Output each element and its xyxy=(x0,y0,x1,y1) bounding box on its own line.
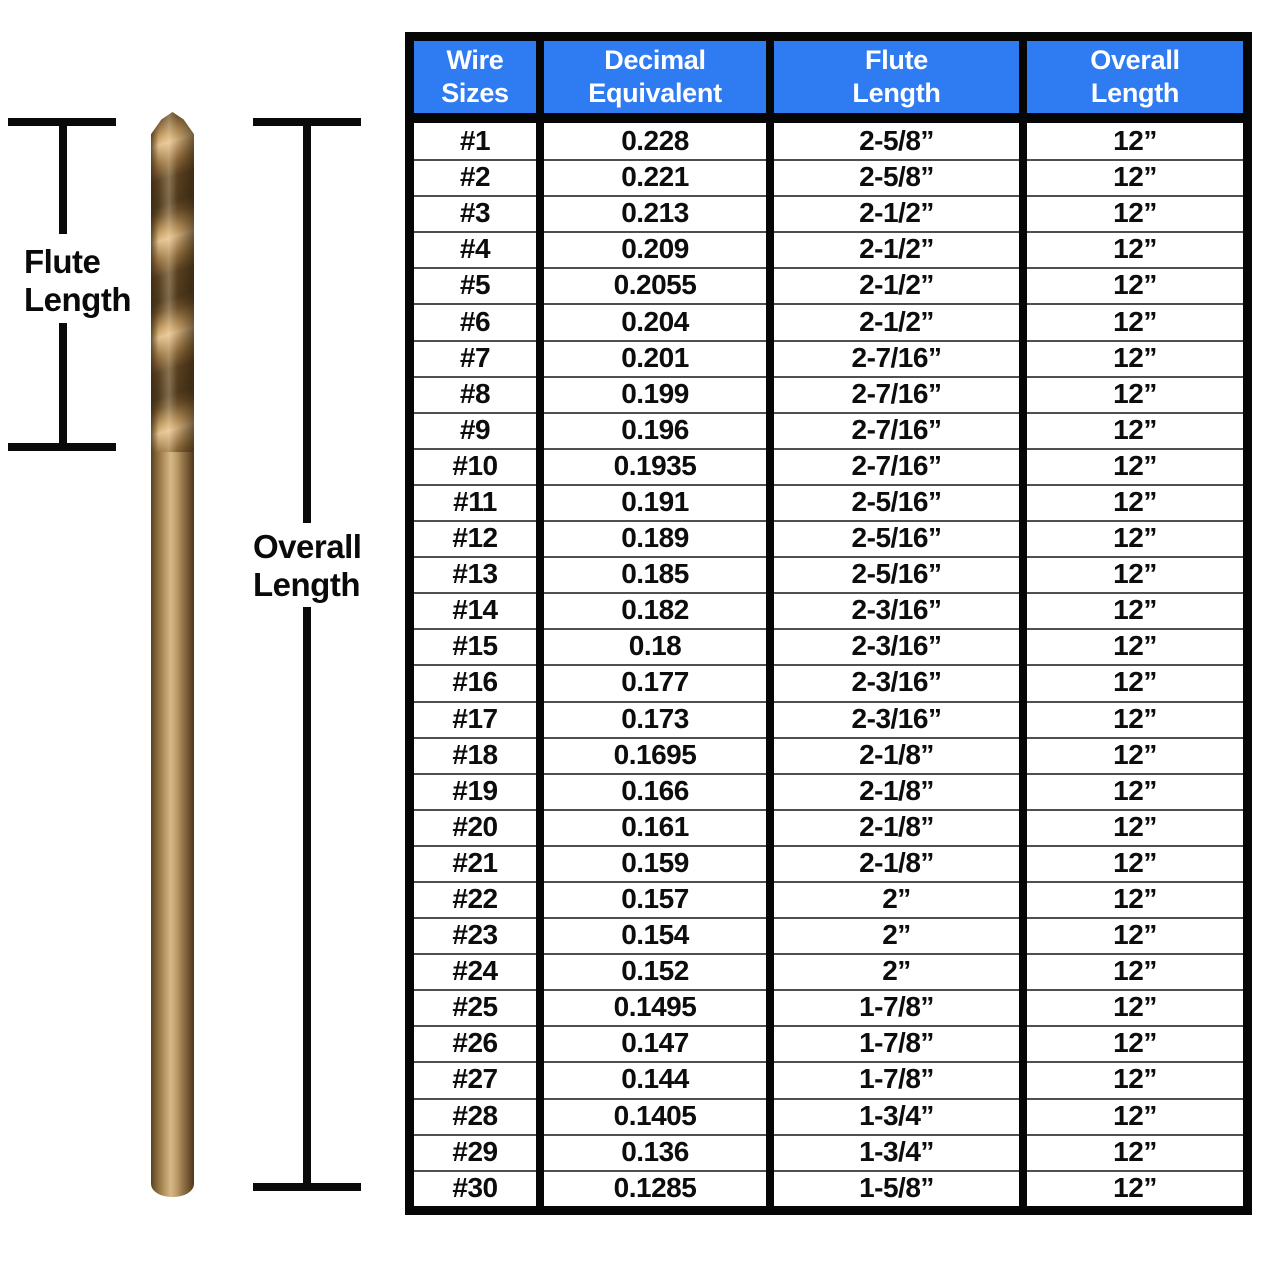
table-row xyxy=(414,809,1243,845)
cell-flute-length: 2-3/16” xyxy=(774,628,1019,664)
cell-flute-length: 1-3/4” xyxy=(774,1098,1019,1134)
drill-bit-shank xyxy=(151,452,194,1197)
cell-decimal-equivalent: 0.144 xyxy=(544,1061,766,1097)
cell-overall-length: 12” xyxy=(1027,1061,1243,1097)
cell-decimal-equivalent: 0.152 xyxy=(544,953,766,989)
cell-flute-length: 2-3/16” xyxy=(774,664,1019,700)
cell-flute-length: 2-7/16” xyxy=(774,412,1019,448)
cell-flute-length: 2” xyxy=(774,953,1019,989)
cell-overall-length: 12” xyxy=(1027,845,1243,881)
cell-flute-length: 1-3/4” xyxy=(774,1134,1019,1170)
cell-overall-length: 12” xyxy=(1027,412,1243,448)
cell-wire-size: #15 xyxy=(414,628,536,664)
cell-wire-size: #6 xyxy=(414,303,536,339)
table-row xyxy=(414,881,1243,917)
cell-wire-size: #17 xyxy=(414,701,536,737)
cell-overall-length: 12” xyxy=(1027,123,1243,159)
cell-wire-size: #7 xyxy=(414,340,536,376)
drill-bit-flutes xyxy=(151,112,194,454)
cell-overall-length: 12” xyxy=(1027,773,1243,809)
cell-overall-length: 12” xyxy=(1027,737,1243,773)
table-row xyxy=(414,917,1243,953)
cell-overall-length: 12” xyxy=(1027,195,1243,231)
cell-overall-length: 12” xyxy=(1027,1098,1243,1134)
overall-dim-bottom-cap xyxy=(253,1183,361,1191)
cell-wire-size: #11 xyxy=(414,484,536,520)
cell-wire-size: #8 xyxy=(414,376,536,412)
cell-decimal-equivalent: 0.2055 xyxy=(544,267,766,303)
cell-wire-size: #24 xyxy=(414,953,536,989)
cell-flute-length: 2-1/8” xyxy=(774,809,1019,845)
cell-wire-size: #26 xyxy=(414,1025,536,1061)
cell-wire-size: #5 xyxy=(414,267,536,303)
cell-flute-length: 2-7/16” xyxy=(774,340,1019,376)
cell-decimal-equivalent: 0.204 xyxy=(544,303,766,339)
cell-wire-size: #16 xyxy=(414,664,536,700)
cell-overall-length: 12” xyxy=(1027,340,1243,376)
table-row xyxy=(414,701,1243,737)
cell-flute-length: 1-5/8” xyxy=(774,1170,1019,1206)
table-row xyxy=(414,303,1243,339)
cell-wire-size: #4 xyxy=(414,231,536,267)
cell-flute-length: 2-5/8” xyxy=(774,123,1019,159)
cell-flute-length: 2-5/16” xyxy=(774,484,1019,520)
overall-length-label-line2: Length xyxy=(253,566,360,603)
cell-wire-size: #29 xyxy=(414,1134,536,1170)
table-row xyxy=(414,628,1243,664)
cell-wire-size: #28 xyxy=(414,1098,536,1134)
cell-overall-length: 12” xyxy=(1027,231,1243,267)
cell-decimal-equivalent: 0.228 xyxy=(544,123,766,159)
header-line: Decimal xyxy=(604,45,706,75)
cell-overall-length: 12” xyxy=(1027,1170,1243,1206)
cell-decimal-equivalent: 0.177 xyxy=(544,664,766,700)
cell-wire-size: #20 xyxy=(414,809,536,845)
header-line: Flute xyxy=(865,45,928,75)
flute-length-label-line1: Flute xyxy=(24,243,101,280)
cell-decimal-equivalent: 0.201 xyxy=(544,340,766,376)
header-line: Overall xyxy=(1090,45,1180,75)
cell-flute-length: 1-7/8” xyxy=(774,1061,1019,1097)
cell-decimal-equivalent: 0.1935 xyxy=(544,448,766,484)
cell-flute-length: 2” xyxy=(774,917,1019,953)
cell-overall-length: 12” xyxy=(1027,881,1243,917)
cell-overall-length: 12” xyxy=(1027,628,1243,664)
cell-decimal-equivalent: 0.189 xyxy=(544,520,766,556)
cell-flute-length: 1-7/8” xyxy=(774,1025,1019,1061)
cell-decimal-equivalent: 0.191 xyxy=(544,484,766,520)
cell-overall-length: 12” xyxy=(1027,809,1243,845)
overall-dim-stem-upper xyxy=(303,118,311,523)
cell-wire-size: #22 xyxy=(414,881,536,917)
cell-decimal-equivalent: 0.157 xyxy=(544,881,766,917)
cell-decimal-equivalent: 0.221 xyxy=(544,159,766,195)
cell-decimal-equivalent: 0.173 xyxy=(544,701,766,737)
cell-wire-size: #25 xyxy=(414,989,536,1025)
cell-wire-size: #13 xyxy=(414,556,536,592)
header-line: Sizes xyxy=(441,78,509,108)
drill-size-table xyxy=(405,32,1252,1215)
cell-flute-length: 2-1/2” xyxy=(774,195,1019,231)
cell-overall-length: 12” xyxy=(1027,159,1243,195)
table-row xyxy=(414,412,1243,448)
overall-length-label xyxy=(253,528,361,604)
cell-flute-length: 2-1/2” xyxy=(774,231,1019,267)
cell-wire-size: #19 xyxy=(414,773,536,809)
table-body xyxy=(414,123,1243,1206)
cell-flute-length: 2-1/8” xyxy=(774,737,1019,773)
cell-wire-size: #1 xyxy=(414,123,536,159)
column-header-overall-length xyxy=(1027,41,1243,113)
table-row xyxy=(414,520,1243,556)
cell-wire-size: #12 xyxy=(414,520,536,556)
table-row xyxy=(414,267,1243,303)
cell-wire-size: #21 xyxy=(414,845,536,881)
cell-overall-length: 12” xyxy=(1027,556,1243,592)
header-line: Equivalent xyxy=(588,78,722,108)
cell-wire-size: #9 xyxy=(414,412,536,448)
flute-dim-stem-lower xyxy=(59,323,67,445)
cell-flute-length: 2-1/8” xyxy=(774,845,1019,881)
overall-dim-stem-lower xyxy=(303,607,311,1183)
cell-wire-size: #2 xyxy=(414,159,536,195)
cell-decimal-equivalent: 0.209 xyxy=(544,231,766,267)
cell-flute-length: 2-1/8” xyxy=(774,773,1019,809)
cell-overall-length: 12” xyxy=(1027,917,1243,953)
cell-wire-size: #23 xyxy=(414,917,536,953)
cell-decimal-equivalent: 0.182 xyxy=(544,592,766,628)
column-header-decimal-equivalent xyxy=(544,41,766,113)
cell-overall-length: 12” xyxy=(1027,664,1243,700)
table-row xyxy=(414,484,1243,520)
cell-decimal-equivalent: 0.1495 xyxy=(544,989,766,1025)
cell-flute-length: 2-5/16” xyxy=(774,520,1019,556)
cell-overall-length: 12” xyxy=(1027,376,1243,412)
table-row xyxy=(414,376,1243,412)
cell-decimal-equivalent: 0.1405 xyxy=(544,1098,766,1134)
cell-flute-length: 1-7/8” xyxy=(774,989,1019,1025)
table-row xyxy=(414,123,1243,159)
table-row xyxy=(414,845,1243,881)
table-row xyxy=(414,1061,1243,1097)
table-row xyxy=(414,664,1243,700)
table-row xyxy=(414,737,1243,773)
flute-length-label-line2: Length xyxy=(24,281,131,318)
cell-decimal-equivalent: 0.199 xyxy=(544,376,766,412)
cell-overall-length: 12” xyxy=(1027,1025,1243,1061)
cell-decimal-equivalent: 0.1695 xyxy=(544,737,766,773)
header-line: Length xyxy=(852,78,941,108)
table-row xyxy=(414,1134,1243,1170)
cell-overall-length: 12” xyxy=(1027,448,1243,484)
cell-wire-size: #14 xyxy=(414,592,536,628)
table-row xyxy=(414,340,1243,376)
overall-length-label-line1: Overall xyxy=(253,528,362,565)
cell-flute-length: 2-1/2” xyxy=(774,303,1019,339)
cell-flute-length: 2-3/16” xyxy=(774,592,1019,628)
cell-flute-length: 2” xyxy=(774,881,1019,917)
cell-overall-length: 12” xyxy=(1027,303,1243,339)
flute-dim-stem-upper xyxy=(59,118,67,234)
cell-decimal-equivalent: 0.18 xyxy=(544,628,766,664)
cell-overall-length: 12” xyxy=(1027,520,1243,556)
table-header-row xyxy=(414,41,1243,123)
cell-flute-length: 2-7/16” xyxy=(774,376,1019,412)
header-line: Length xyxy=(1090,78,1180,108)
cell-overall-length: 12” xyxy=(1027,484,1243,520)
cell-wire-size: #27 xyxy=(414,1061,536,1097)
header-line: Wire xyxy=(446,45,504,75)
cell-decimal-equivalent: 0.1285 xyxy=(544,1170,766,1206)
cell-overall-length: 12” xyxy=(1027,701,1243,737)
drill-bit-image xyxy=(151,112,194,1197)
column-header-wire-sizes xyxy=(414,41,536,113)
cell-decimal-equivalent: 0.166 xyxy=(544,773,766,809)
cell-decimal-equivalent: 0.159 xyxy=(544,845,766,881)
table-row xyxy=(414,989,1243,1025)
table-row xyxy=(414,1098,1243,1134)
cell-overall-length: 12” xyxy=(1027,592,1243,628)
cell-decimal-equivalent: 0.213 xyxy=(544,195,766,231)
cell-flute-length: 2-7/16” xyxy=(774,448,1019,484)
table-row xyxy=(414,1025,1243,1061)
table-row xyxy=(414,231,1243,267)
cell-flute-length: 2-5/8” xyxy=(774,159,1019,195)
table-row xyxy=(414,195,1243,231)
cell-flute-length: 2-3/16” xyxy=(774,701,1019,737)
table-row xyxy=(414,159,1243,195)
cell-overall-length: 12” xyxy=(1027,267,1243,303)
cell-overall-length: 12” xyxy=(1027,953,1243,989)
column-header-flute-length xyxy=(774,41,1019,113)
table-row xyxy=(414,773,1243,809)
cell-wire-size: #10 xyxy=(414,448,536,484)
table-row xyxy=(414,953,1243,989)
cell-flute-length: 2-1/2” xyxy=(774,267,1019,303)
table-row xyxy=(414,592,1243,628)
table-row xyxy=(414,556,1243,592)
cell-decimal-equivalent: 0.154 xyxy=(544,917,766,953)
cell-decimal-equivalent: 0.147 xyxy=(544,1025,766,1061)
table-row xyxy=(414,1170,1243,1206)
cell-decimal-equivalent: 0.136 xyxy=(544,1134,766,1170)
cell-decimal-equivalent: 0.196 xyxy=(544,412,766,448)
cell-decimal-equivalent: 0.185 xyxy=(544,556,766,592)
flute-dim-bottom-cap xyxy=(8,443,116,451)
cell-wire-size: #3 xyxy=(414,195,536,231)
flute-length-label xyxy=(24,243,131,319)
cell-wire-size: #18 xyxy=(414,737,536,773)
cell-wire-size: #30 xyxy=(414,1170,536,1206)
cell-flute-length: 2-5/16” xyxy=(774,556,1019,592)
table-row xyxy=(414,448,1243,484)
cell-overall-length: 12” xyxy=(1027,989,1243,1025)
cell-overall-length: 12” xyxy=(1027,1134,1243,1170)
cell-decimal-equivalent: 0.161 xyxy=(544,809,766,845)
